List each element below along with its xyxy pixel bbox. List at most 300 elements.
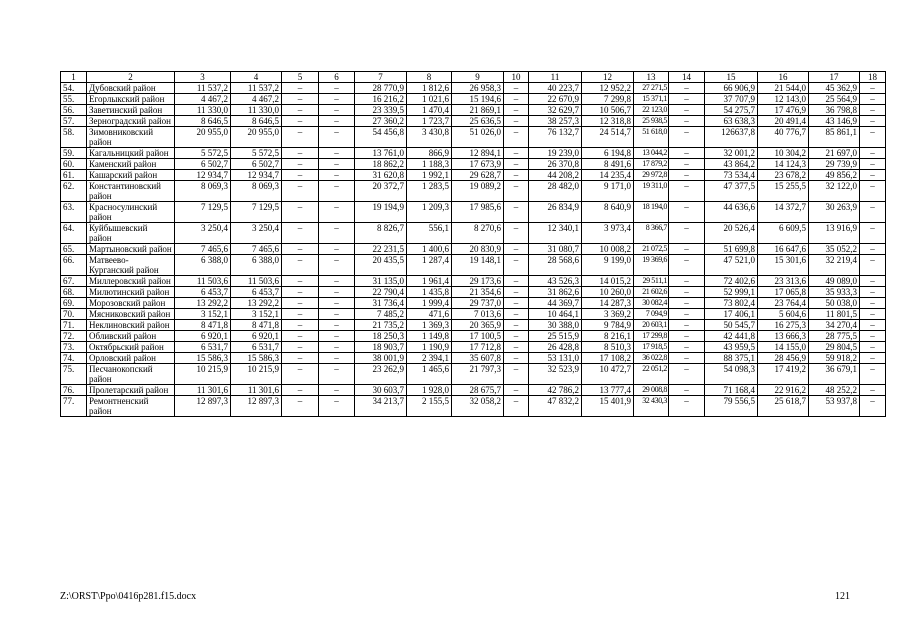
cell-c6: – <box>319 83 355 94</box>
cell-c5: – <box>282 181 319 202</box>
cell-c16: 23 313,6 <box>758 276 809 287</box>
cell-c17: 11 801,5 <box>809 309 860 320</box>
row-number: 66. <box>61 255 87 276</box>
cell-c5: – <box>282 255 319 276</box>
cell-c18: – <box>860 94 886 105</box>
cell-c7: 30 603,7 <box>355 385 407 396</box>
cell-c11: 28 568,6 <box>529 255 582 276</box>
cell-c5: – <box>282 223 319 244</box>
cell-c14: – <box>669 223 705 244</box>
cell-c16: 10 304,2 <box>758 148 809 159</box>
cell-c10: – <box>504 181 529 202</box>
cell-c10: – <box>504 276 529 287</box>
cell-c11: 47 832,2 <box>529 396 582 417</box>
cell-c3: 8 069,3 <box>175 181 231 202</box>
cell-c6: – <box>319 127 355 148</box>
row-number: 56. <box>61 105 87 116</box>
cell-c17: 13 916,9 <box>809 223 860 244</box>
cell-c8: 1 283,5 <box>407 181 452 202</box>
cell-c4: 7 465,6 <box>231 244 282 255</box>
column-header: 14 <box>669 72 705 83</box>
cell-c7: 23 339,5 <box>355 105 407 116</box>
row-number: 55. <box>61 94 87 105</box>
column-header: 1 <box>61 72 87 83</box>
cell-c11: 12 340,1 <box>529 223 582 244</box>
table-row <box>61 127 886 148</box>
row-number: 62. <box>61 181 87 202</box>
cell-c18: – <box>860 127 886 148</box>
cell-c18: – <box>860 287 886 298</box>
cell-c16: 16 275,3 <box>758 320 809 331</box>
cell-c17: 32 122,0 <box>809 181 860 202</box>
cell-c14: – <box>669 309 705 320</box>
district-name: Октябрьский район <box>87 342 175 353</box>
cell-c9: 20 830,9 <box>452 244 504 255</box>
cell-c15: 88 375,1 <box>705 353 758 364</box>
cell-c14: – <box>669 287 705 298</box>
cell-c4: 6 920,1 <box>231 331 282 342</box>
row-number: 59. <box>61 148 87 159</box>
cell-c11: 31 080,7 <box>529 244 582 255</box>
cell-c11: 31 862,6 <box>529 287 582 298</box>
cell-c11: 22 670,9 <box>529 94 582 105</box>
cell-c17: 36 798,8 <box>809 105 860 116</box>
cell-c11: 30 388,0 <box>529 320 582 331</box>
cell-c5: – <box>282 396 319 417</box>
cell-c4: 6 531,7 <box>231 342 282 353</box>
cell-c11: 53 131,0 <box>529 353 582 364</box>
cell-c11: 28 482,0 <box>529 181 582 202</box>
cell-c8: 1 435,8 <box>407 287 452 298</box>
cell-c4: 6 453,7 <box>231 287 282 298</box>
cell-c15: 73 534,4 <box>705 170 758 181</box>
cell-c18: – <box>860 148 886 159</box>
cell-c4: 8 471,8 <box>231 320 282 331</box>
cell-c8: 2 155,5 <box>407 396 452 417</box>
district-name: Мясниковский район <box>87 309 175 320</box>
cell-c5: – <box>282 320 319 331</box>
cell-c10: – <box>504 385 529 396</box>
cell-c8: 1 812,6 <box>407 83 452 94</box>
cell-c6: – <box>319 223 355 244</box>
cell-c10: – <box>504 298 529 309</box>
cell-c9: 19 148,1 <box>452 255 504 276</box>
cell-c7: 18 862,2 <box>355 159 407 170</box>
cell-c5: – <box>282 364 319 385</box>
cell-c3: 10 215,9 <box>175 364 231 385</box>
district-name: Обливский район <box>87 331 175 342</box>
cell-c11: 38 257,3 <box>529 116 582 127</box>
cell-c3: 7 129,5 <box>175 202 231 223</box>
cell-c10: – <box>504 342 529 353</box>
row-number: 57. <box>61 116 87 127</box>
cell-c7: 28 770,9 <box>355 83 407 94</box>
cell-c12: 8 510,3 <box>582 342 634 353</box>
cell-c9: 29 173,6 <box>452 276 504 287</box>
cell-c9: 29 628,7 <box>452 170 504 181</box>
cell-c16: 5 604,6 <box>758 309 809 320</box>
cell-c5: – <box>282 127 319 148</box>
cell-c14: – <box>669 170 705 181</box>
cell-c8: 1 999,4 <box>407 298 452 309</box>
cell-c10: – <box>504 83 529 94</box>
cell-c4: 6 502,7 <box>231 159 282 170</box>
cell-c8: 1 465,6 <box>407 364 452 385</box>
row-number: 77. <box>61 396 87 417</box>
cell-c9: 19 089,2 <box>452 181 504 202</box>
cell-c9: 25 636,5 <box>452 116 504 127</box>
district-name: Заветинский район <box>87 105 175 116</box>
cell-c9: 8 270,6 <box>452 223 504 244</box>
table-row <box>61 396 886 417</box>
cell-c9: 26 958,3 <box>452 83 504 94</box>
cell-c16: 23 764,4 <box>758 298 809 309</box>
cell-c6: – <box>319 244 355 255</box>
cell-c13: 36 022,8 <box>634 353 669 364</box>
cell-c5: – <box>282 116 319 127</box>
column-header: 9 <box>452 72 504 83</box>
cell-c14: – <box>669 331 705 342</box>
cell-c9: 21 797,3 <box>452 364 504 385</box>
row-number: 67. <box>61 276 87 287</box>
cell-c17: 34 270,4 <box>809 320 860 331</box>
cell-c6: – <box>319 94 355 105</box>
row-number: 73. <box>61 342 87 353</box>
cell-c5: – <box>282 159 319 170</box>
cell-c15: 47 377,5 <box>705 181 758 202</box>
district-name: Кагальницкий район <box>87 148 175 159</box>
cell-c3: 6 502,7 <box>175 159 231 170</box>
column-header: 8 <box>407 72 452 83</box>
cell-c13: 19 311,0 <box>634 181 669 202</box>
cell-c16: 16 647,6 <box>758 244 809 255</box>
district-name: Мартыновский район <box>87 244 175 255</box>
cell-c13: 51 618,0 <box>634 127 669 148</box>
cell-c16: 14 155,0 <box>758 342 809 353</box>
cell-c12: 15 401,9 <box>582 396 634 417</box>
cell-c5: – <box>282 287 319 298</box>
cell-c15: 43 959,5 <box>705 342 758 353</box>
column-header: 11 <box>529 72 582 83</box>
cell-c4: 10 215,9 <box>231 364 282 385</box>
row-number: 64. <box>61 223 87 244</box>
cell-c11: 26 370,8 <box>529 159 582 170</box>
cell-c6: – <box>319 298 355 309</box>
cell-c18: – <box>860 396 886 417</box>
cell-c18: – <box>860 83 886 94</box>
cell-c5: – <box>282 331 319 342</box>
cell-c18: – <box>860 116 886 127</box>
cell-c17: 59 918,2 <box>809 353 860 364</box>
cell-c14: – <box>669 364 705 385</box>
cell-c16: 15 255,5 <box>758 181 809 202</box>
cell-c7: 16 216,2 <box>355 94 407 105</box>
cell-c3: 3 250,4 <box>175 223 231 244</box>
cell-c14: – <box>669 127 705 148</box>
cell-c9: 20 365,9 <box>452 320 504 331</box>
cell-c8: 1 149,8 <box>407 331 452 342</box>
cell-c12: 8 216,1 <box>582 331 634 342</box>
table-row <box>61 353 886 364</box>
column-header: 16 <box>758 72 809 83</box>
header-row <box>61 72 886 83</box>
column-header: 18 <box>860 72 886 83</box>
cell-c9: 17 100,5 <box>452 331 504 342</box>
cell-c10: – <box>504 159 529 170</box>
cell-c12: 14 287,3 <box>582 298 634 309</box>
cell-c4: 11 503,6 <box>231 276 282 287</box>
cell-c5: – <box>282 148 319 159</box>
table-row <box>61 159 886 170</box>
district-name: Миллеровский район <box>87 276 175 287</box>
district-name: Зерноградский район <box>87 116 175 127</box>
cell-c10: – <box>504 94 529 105</box>
district-name: Куйбышевский район <box>87 223 175 244</box>
cell-c7: 20 435,5 <box>355 255 407 276</box>
cell-c7: 7 485,2 <box>355 309 407 320</box>
cell-c18: – <box>860 320 886 331</box>
cell-c18: – <box>860 385 886 396</box>
cell-c9: 29 737,0 <box>452 298 504 309</box>
cell-c15: 37 707,9 <box>705 94 758 105</box>
cell-c15: 54 275,7 <box>705 105 758 116</box>
cell-c17: 45 362,9 <box>809 83 860 94</box>
cell-c13: 17 918,5 <box>634 342 669 353</box>
cell-c13: 29 008,8 <box>634 385 669 396</box>
cell-c8: 471,6 <box>407 309 452 320</box>
cell-c16: 14 372,7 <box>758 202 809 223</box>
cell-c15: 20 526,4 <box>705 223 758 244</box>
column-header: 5 <box>282 72 319 83</box>
cell-c17: 49 089,0 <box>809 276 860 287</box>
cell-c6: – <box>319 320 355 331</box>
cell-c10: – <box>504 170 529 181</box>
table-row <box>61 255 886 276</box>
cell-c7: 20 372,7 <box>355 181 407 202</box>
cell-c15: 32 001,2 <box>705 148 758 159</box>
cell-c9: 17 673,9 <box>452 159 504 170</box>
cell-c6: – <box>319 181 355 202</box>
cell-c3: 6 388,0 <box>175 255 231 276</box>
cell-c9: 21 869,1 <box>452 105 504 116</box>
cell-c17: 28 775,5 <box>809 331 860 342</box>
cell-c17: 85 861,1 <box>809 127 860 148</box>
cell-c4: 12 934,7 <box>231 170 282 181</box>
cell-c9: 17 985,6 <box>452 202 504 223</box>
cell-c8: 3 430,8 <box>407 127 452 148</box>
cell-c15: 79 556,5 <box>705 396 758 417</box>
cell-c14: – <box>669 116 705 127</box>
cell-c12: 14 235,4 <box>582 170 634 181</box>
cell-c18: – <box>860 170 886 181</box>
cell-c15: 51 699,8 <box>705 244 758 255</box>
cell-c15: 66 906,9 <box>705 83 758 94</box>
cell-c11: 26 834,9 <box>529 202 582 223</box>
cell-c9: 21 354,6 <box>452 287 504 298</box>
row-number: 61. <box>61 170 87 181</box>
cell-c4: 12 897,3 <box>231 396 282 417</box>
cell-c7: 27 360,2 <box>355 116 407 127</box>
cell-c16: 17 476,9 <box>758 105 809 116</box>
cell-c3: 6 453,7 <box>175 287 231 298</box>
cell-c11: 32 629,7 <box>529 105 582 116</box>
row-number: 68. <box>61 287 87 298</box>
cell-c6: – <box>319 116 355 127</box>
cell-c4: 13 292,2 <box>231 298 282 309</box>
cell-c13: 30 082,4 <box>634 298 669 309</box>
cell-c8: 1 209,3 <box>407 202 452 223</box>
cell-c6: – <box>319 159 355 170</box>
cell-c14: – <box>669 396 705 417</box>
district-name: Каменский район <box>87 159 175 170</box>
row-number: 69. <box>61 298 87 309</box>
row-number: 74. <box>61 353 87 364</box>
table-row <box>61 342 886 353</box>
cell-c7: 19 194,9 <box>355 202 407 223</box>
row-number: 58. <box>61 127 87 148</box>
cell-c3: 12 934,7 <box>175 170 231 181</box>
cell-c3: 12 897,3 <box>175 396 231 417</box>
cell-c16: 28 456,9 <box>758 353 809 364</box>
cell-c13: 17 299,8 <box>634 331 669 342</box>
cell-c14: – <box>669 320 705 331</box>
cell-c14: – <box>669 159 705 170</box>
table-row <box>61 309 886 320</box>
column-header: 13 <box>634 72 669 83</box>
table-row <box>61 276 886 287</box>
cell-c18: – <box>860 353 886 364</box>
row-number: 60. <box>61 159 87 170</box>
column-header: 7 <box>355 72 407 83</box>
cell-c10: – <box>504 364 529 385</box>
cell-c13: 27 271,5 <box>634 83 669 94</box>
cell-c13: 25 938,5 <box>634 116 669 127</box>
cell-c14: – <box>669 276 705 287</box>
cell-c8: 1 961,4 <box>407 276 452 287</box>
cell-c6: – <box>319 342 355 353</box>
cell-c9: 35 607,8 <box>452 353 504 364</box>
cell-c13: 29 972,8 <box>634 170 669 181</box>
cell-c7: 31 736,4 <box>355 298 407 309</box>
district-name: Пролетарский район <box>87 385 175 396</box>
cell-c8: 1 470,4 <box>407 105 452 116</box>
row-number: 71. <box>61 320 87 331</box>
table-row <box>61 170 886 181</box>
cell-c11: 42 786,2 <box>529 385 582 396</box>
cell-c10: – <box>504 309 529 320</box>
cell-c7: 23 262,9 <box>355 364 407 385</box>
cell-c5: – <box>282 202 319 223</box>
cell-c16: 23 678,2 <box>758 170 809 181</box>
cell-c14: – <box>669 342 705 353</box>
cell-c7: 21 735,2 <box>355 320 407 331</box>
cell-c4: 11 330,0 <box>231 105 282 116</box>
cell-c8: 556,1 <box>407 223 452 244</box>
cell-c3: 20 955,0 <box>175 127 231 148</box>
cell-c8: 1 400,6 <box>407 244 452 255</box>
table-row <box>61 116 886 127</box>
cell-c17: 43 146,9 <box>809 116 860 127</box>
cell-c15: 50 545,7 <box>705 320 758 331</box>
cell-c16: 25 618,7 <box>758 396 809 417</box>
cell-c6: – <box>319 255 355 276</box>
cell-c12: 24 514,7 <box>582 127 634 148</box>
cell-c12: 8 640,9 <box>582 202 634 223</box>
district-name: Милютинский район <box>87 287 175 298</box>
cell-c13: 21 602,6 <box>634 287 669 298</box>
cell-c12: 10 472,7 <box>582 364 634 385</box>
column-header: 6 <box>319 72 355 83</box>
cell-c4: 8 646,5 <box>231 116 282 127</box>
district-name: Зимовниковский район <box>87 127 175 148</box>
cell-c15: 44 636,6 <box>705 202 758 223</box>
cell-c10: – <box>504 148 529 159</box>
cell-c11: 25 515,9 <box>529 331 582 342</box>
cell-c8: 2 394,1 <box>407 353 452 364</box>
cell-c8: 1 021,6 <box>407 94 452 105</box>
cell-c18: – <box>860 244 886 255</box>
cell-c5: – <box>282 83 319 94</box>
table-row <box>61 331 886 342</box>
cell-c12: 3 369,2 <box>582 309 634 320</box>
cell-c15: 54 098,3 <box>705 364 758 385</box>
cell-c13: 15 371,1 <box>634 94 669 105</box>
cell-c17: 49 856,2 <box>809 170 860 181</box>
cell-c12: 7 299,8 <box>582 94 634 105</box>
cell-c17: 35 052,2 <box>809 244 860 255</box>
cell-c13: 19 369,6 <box>634 255 669 276</box>
cell-c11: 43 526,3 <box>529 276 582 287</box>
cell-c6: – <box>319 385 355 396</box>
table-row <box>61 320 886 331</box>
cell-c3: 4 467,2 <box>175 94 231 105</box>
cell-c16: 17 065,8 <box>758 287 809 298</box>
district-name: Ремонтненский район <box>87 396 175 417</box>
table-row <box>61 298 886 309</box>
cell-c8: 1 188,3 <box>407 159 452 170</box>
cell-c4: 7 129,5 <box>231 202 282 223</box>
cell-c16: 6 609,5 <box>758 223 809 244</box>
cell-c6: – <box>319 148 355 159</box>
cell-c18: – <box>860 223 886 244</box>
cell-c9: 15 194,6 <box>452 94 504 105</box>
cell-c18: – <box>860 309 886 320</box>
table-row <box>61 223 886 244</box>
cell-c16: 13 666,3 <box>758 331 809 342</box>
cell-c7: 31 620,8 <box>355 170 407 181</box>
cell-c12: 6 194,8 <box>582 148 634 159</box>
cell-c16: 14 124,3 <box>758 159 809 170</box>
cell-c12: 9 199,0 <box>582 255 634 276</box>
cell-c15: 43 864,2 <box>705 159 758 170</box>
cell-c6: – <box>319 105 355 116</box>
cell-c18: – <box>860 181 886 202</box>
cell-c13: 13 044,2 <box>634 148 669 159</box>
cell-c13: 32 430,3 <box>634 396 669 417</box>
cell-c17: 35 933,3 <box>809 287 860 298</box>
cell-c5: – <box>282 170 319 181</box>
cell-c7: 38 001,9 <box>355 353 407 364</box>
table-row <box>61 244 886 255</box>
cell-c14: – <box>669 94 705 105</box>
cell-c16: 40 776,7 <box>758 127 809 148</box>
cell-c15: 63 638,3 <box>705 116 758 127</box>
district-name: Красносулинский район <box>87 202 175 223</box>
cell-c17: 32 219,4 <box>809 255 860 276</box>
cell-c13: 29 511,1 <box>634 276 669 287</box>
cell-c17: 48 252,2 <box>809 385 860 396</box>
cell-c15: 126637,8 <box>705 127 758 148</box>
